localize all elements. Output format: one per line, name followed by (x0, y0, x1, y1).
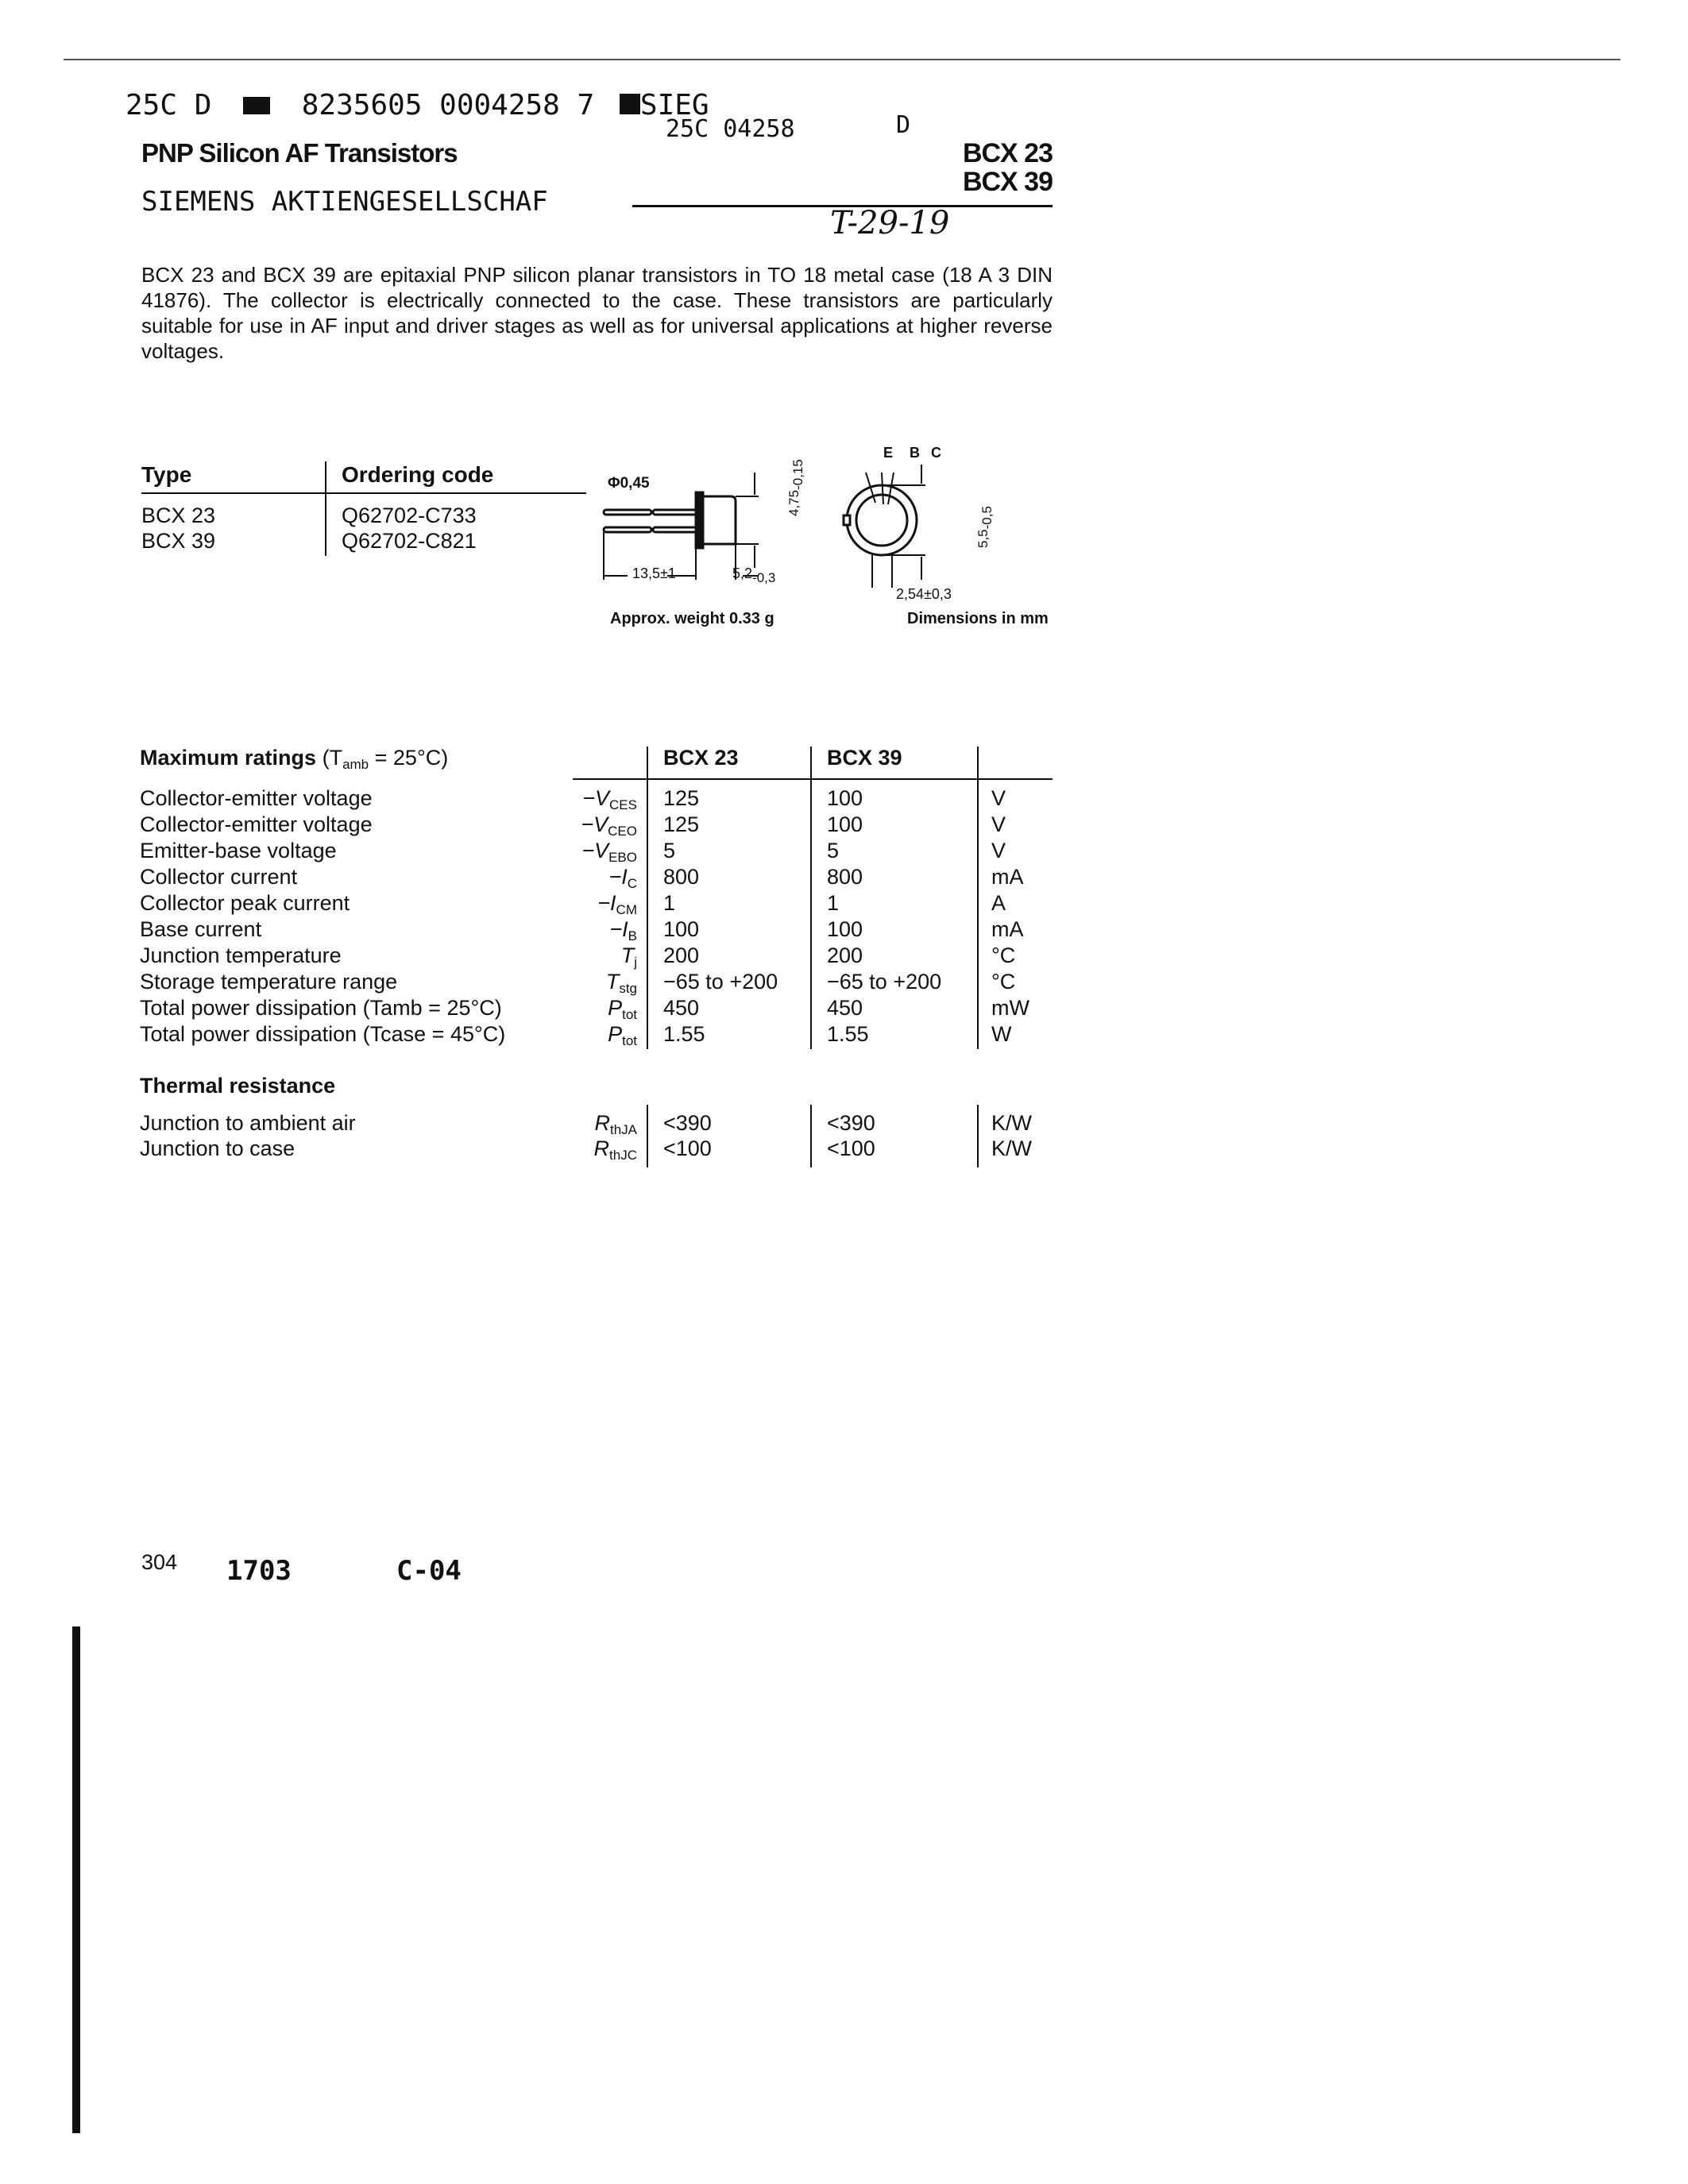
description-paragraph: BCX 23 and BCX 39 are epitaxial PNP silicon planar transistors in TO 18 metal case (18 A 3 DIN 41876). The collector is electrically connected to the case. These transistors are particularly suitable for use in AF input and driver stages as well as for universal applications at higher reverse voltages. (141, 263, 1053, 363)
value-bcx39: 200 (827, 943, 863, 967)
symbol: $-V_{CEO}$ (581, 812, 637, 839)
ratings-header-rule (573, 778, 1053, 780)
symbol: $-V_{CES}$ (582, 786, 637, 812)
symbol: $-I_{CM}$ (597, 891, 637, 917)
table-row (0, 1136, 1688, 1163)
value-bcx39: <100 (827, 1136, 875, 1160)
value-bcx23: 1 (663, 891, 676, 915)
footer-code-1: 1703 (226, 1555, 292, 1587)
symbol: $-I_B$ (609, 917, 637, 943)
body-length-label: $5,2_{-0,3}$ (732, 565, 776, 585)
company-name: SIEMENS AKTIENGESELLSCHAF (141, 186, 548, 218)
param-name: Base current (140, 917, 262, 941)
value-bcx23: −65 to +200 (663, 970, 778, 994)
param-name: Total power dissipation (Tcase = 45°C) (140, 1022, 506, 1046)
table-row (0, 970, 1688, 996)
weight-caption: Approx. weight 0.33 g (610, 610, 774, 627)
table-row (0, 917, 1688, 943)
value-bcx23: 100 (663, 917, 700, 941)
ordering-column-divider (325, 461, 326, 556)
col-header-bcx39: BCX 39 (827, 746, 902, 770)
value-bcx39: 100 (827, 917, 863, 941)
units-caption: Dimensions in mm (907, 610, 1049, 627)
type-header: Type (141, 462, 192, 487)
value-bcx23: 1.55 (663, 1022, 705, 1046)
symbol: $P_{tot}$ (608, 1022, 637, 1048)
scan-edge-bar (72, 1626, 80, 2133)
value-bcx23: 800 (663, 865, 700, 889)
unit: W (991, 1022, 1012, 1046)
value-bcx39: 800 (827, 865, 863, 889)
value-bcx39: 450 (827, 996, 863, 1020)
ordering-code-header: Ordering code (342, 462, 494, 487)
unit: V (991, 812, 1006, 836)
value-bcx23: 125 (663, 812, 700, 836)
symbol: $R_{thJC}$ (593, 1136, 637, 1163)
scan-header-line (126, 89, 709, 122)
can-diameter-label: $5,5_{-0,5}$ (975, 506, 995, 548)
value-bcx39: −65 to +200 (827, 970, 942, 994)
pin-e-label: E (883, 445, 894, 461)
unit: V (991, 839, 1006, 862)
type-bcx23: BCX 23 (141, 504, 216, 527)
part-number-bcx39: BCX 39 (962, 167, 1053, 197)
value-bcx39: 1 (827, 891, 840, 915)
param-name: Emitter-base voltage (140, 839, 337, 862)
ordering-code-bcx39: Q62702-C821 (342, 529, 477, 553)
param-name: Collector-emitter voltage (140, 812, 373, 836)
max-ratings-title: Maximum ratings $(T_{amb} = 25^\circ C)$ (140, 746, 449, 772)
value-bcx23: <100 (663, 1136, 712, 1160)
value-bcx23: 5 (663, 839, 676, 862)
unit: °C (991, 970, 1016, 994)
unit: mA (991, 865, 1024, 889)
unit: mW (991, 996, 1029, 1020)
symbol: $T_{stg}$ (605, 970, 637, 996)
unit: K/W (991, 1111, 1032, 1135)
unit: mA (991, 917, 1024, 941)
table-row (0, 891, 1688, 917)
unit: A (991, 891, 1006, 915)
param-name: Junction to case (140, 1136, 295, 1160)
value-bcx23: 200 (663, 943, 700, 967)
unit: V (991, 786, 1006, 810)
param-name: Junction temperature (140, 943, 342, 967)
param-name: Collector current (140, 865, 298, 889)
table-row (0, 943, 1688, 970)
stamp-code: 25C 04258 (666, 115, 795, 143)
value-bcx39: <390 (827, 1111, 875, 1135)
table-row (0, 1111, 1688, 1137)
table-row (0, 865, 1688, 891)
unit: K/W (991, 1136, 1032, 1160)
body-diameter-label: $4,75_{-0,15}$ (786, 459, 805, 516)
symbol: $-V_{EBO}$ (581, 839, 637, 865)
symbol: $-I_C$ (608, 865, 637, 891)
scan-numbers: 8235605 0004258 7 (301, 89, 595, 122)
value-bcx23: 450 (663, 996, 700, 1020)
param-name: Total power dissipation (Tamb = 25°C) (140, 996, 502, 1020)
ordering-code-bcx23: Q62702-C733 (342, 504, 477, 527)
footer-code-2: C-04 (396, 1555, 462, 1587)
table-row (0, 786, 1688, 812)
param-name: Storage temperature range (140, 970, 398, 994)
symbol: $T_j$ (620, 943, 637, 970)
pin-c-label: C (931, 445, 941, 461)
value-bcx39: 5 (827, 839, 840, 862)
page-title: PNP Silicon AF Transistors (141, 138, 458, 168)
value-bcx23: <390 (663, 1111, 712, 1135)
lead-length-label: 13,5±1 (632, 565, 676, 581)
unit: °C (991, 943, 1016, 967)
pin-b-label: B (910, 445, 920, 461)
lead-diameter-label: Φ0,45 (608, 475, 650, 492)
stamp-letter: D (896, 111, 911, 139)
table-row (0, 839, 1688, 865)
param-name: Collector peak current (140, 891, 350, 915)
param-name: Collector-emitter voltage (140, 786, 373, 810)
table-row (0, 996, 1688, 1022)
ordering-header-rule (141, 492, 586, 494)
type-bcx39: BCX 39 (141, 529, 216, 553)
thermal-title: Thermal resistance (140, 1074, 336, 1098)
table-row (0, 812, 1688, 839)
value-bcx39: 100 (827, 786, 863, 810)
handwritten-note: T-29-19 (830, 205, 950, 241)
col-header-bcx23: BCX 23 (663, 746, 739, 770)
value-bcx39: 1.55 (827, 1022, 869, 1046)
scan-sieg: SIEG (639, 89, 709, 122)
pin-spacing-label: 2,54±0,3 (896, 586, 952, 602)
value-bcx23: 125 (663, 786, 700, 810)
symbol: $P_{tot}$ (608, 996, 637, 1022)
part-number-bcx23: BCX 23 (962, 138, 1053, 168)
page-number: 304 (141, 1550, 178, 1574)
table-row (0, 1022, 1688, 1048)
scan-artifact-line (64, 59, 1620, 60)
scan-code: 25C D (126, 89, 212, 122)
param-name: Junction to ambient air (140, 1111, 356, 1135)
symbol: $R_{thJA}$ (594, 1111, 637, 1137)
value-bcx39: 100 (827, 812, 863, 836)
